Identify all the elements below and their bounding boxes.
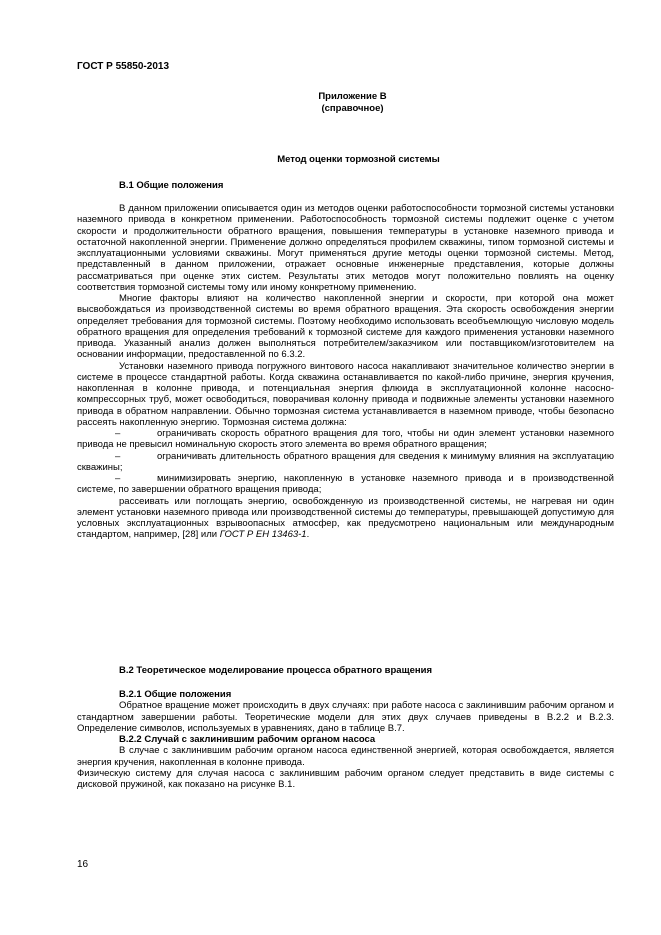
- heading-b2-2: В.2.2 Случай с заклинившим рабочим органом насоса: [119, 734, 376, 745]
- dash-marker: –: [115, 450, 121, 462]
- dash-marker: –: [115, 428, 121, 439]
- standard-reference: ГОСТ Р ЕН 13463-1: [219, 529, 307, 541]
- section-title: Метод оценки тормозной системы: [277, 154, 440, 165]
- heading-b2-1: В.2.1 Общие положения: [119, 689, 232, 700]
- list-item: – ограничивать скорость обратного вращения для того, чтобы ни один элемент установки наземного привода не превысил номинальную скорость этого элемента во время обратного вращения;: [77, 428, 614, 451]
- page-number: 16: [77, 859, 89, 870]
- paragraph: В данном приложении описывается один из методов оценки работоспособности тормозной системы установки наземного привода в конкретном применении. Работоспособность тормозной системы подлежит оценке с учетом скорости и продолжительности обратного вращения, повышения температуры в установке наземного привода и остаточной накопленной энергии. Применение должно определяться профилем скважины, типом тормозной системы и эксплуатационными условиями скважины. Могут применяться другие методы оценки тормозной системы. Метод, представленный в данном приложении, отражает основные инженерные представления, которые должны рассматриваться при оценке этих систем. Результаты этих методов могут положительно повлиять на оценку соответствия тормозной системы тому или иному конкретному применению.: [77, 203, 614, 293]
- paragraph: Многие факторы влияют на количество накопленной энергии и скорости, при которой она может высвобождаться из производственной системы во время обратного вращения. Эта скорость освобождения энергии определяет требования для тормозной системы. Поэтому необходимо использовать всеобъемлющую числовую модель обратного вращения для определения требований к тормозной системе для каждого применения установки наземного привода. Указанный анализ должен выполняться потребителем/заказчиком или поставщиком/изготовителем на основании информации, предоставленной по 6.3.2.: [77, 293, 614, 361]
- paragraph: Обратное вращение может происходить в двух случаях: при работе насоса с заклинившим рабочим органом и стандартном завершении работы. Теоретические модели для этих двух случаев приведены в В.2.2 и В.2.3. Определение символов, используемых в уравнениях, дано в таблице В.7.: [77, 700, 614, 734]
- section-b2-body: [77, 689, 614, 790]
- paragraph: Установки наземного привода погружного винтового насоса накапливают значительное количество энергии в системе в процессе стандартной работы. Когда скважина останавливается по какой-либо причине, энергия кручения, накопленная в колонне привода, и потенциальная энергия флюида в эксплуатационной колонне насосно-компрессорных труб, может освободиться, поворачивая колонну привода и подвижные элементы установки наземного привода в обратном направлении. Обычно тормозная система устанавливается в наземном приводе, чтобы безопасно рассеять накопленную энергию. Тормозная система должна:: [77, 360, 614, 428]
- list-item: – ограничивать длительность обратного вращения для сведения к минимуму влияния на эксплуатацию скважины;: [77, 450, 614, 473]
- appendix-subtitle: (справочное): [321, 103, 384, 114]
- section-b1-body: [77, 203, 614, 541]
- document-code: ГОСТ Р 55850-2013: [77, 61, 170, 72]
- heading-b1: В.1 Общие положения: [119, 180, 224, 191]
- paragraph: Физическую систему для случая насоса с заклинившим рабочим органом следует представить в виде системы с дисковой пружиной, как показано на рисунке В.1.: [77, 767, 614, 790]
- paragraph: рассеивать или поглощать энергию, освобожденную из производственной системы, не нагревая ни один элемент установки наземного привода или производственной системы до температуры, превышающей допустимую для условных эксплуатационных взрывоопасных атмосфер, как предусмотрено национальным или международным стандартом, например, [28] или ГОСТ Р ЕН 13463-1.: [77, 495, 614, 541]
- paragraph: В случае с заклинившим рабочим органом насоса единственной энергией, которая освобождается, является энергия кручения, накопленная в колонне привода.: [77, 745, 614, 768]
- dash-marker: –: [115, 473, 121, 484]
- heading-b2: В.2 Теоретическое моделирование процесса обратного вращения: [119, 665, 432, 676]
- list-item: – минимизировать энергию, накопленную в установке наземного привода и в производственной системе, по завершении обратного вращения привода;: [77, 473, 614, 496]
- appendix-title: Приложение В: [318, 91, 387, 102]
